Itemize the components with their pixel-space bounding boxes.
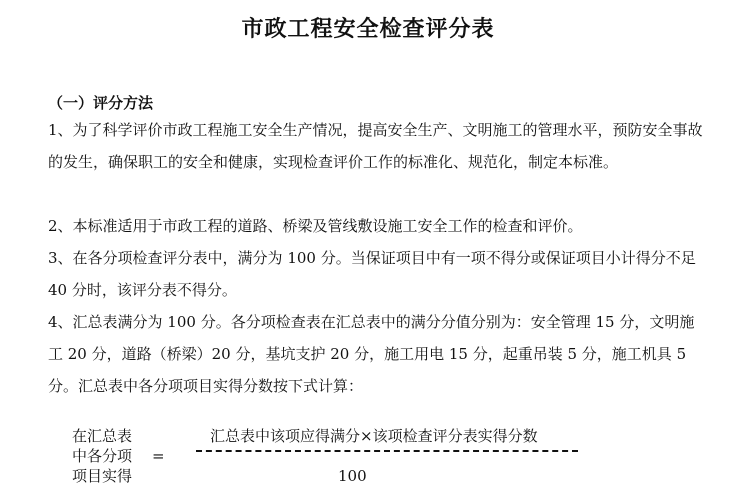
paragraph-1: 1、为了科学评价市政工程施工安全生产情况，提高安全生产、文明施工的管理水平，预防安全事故的发生，确保职工的安全和健康，实现检查评价工作的标准化、规范化，制定本标准。 bbox=[48, 121, 703, 171]
fraction-bar bbox=[196, 450, 578, 452]
formula-left-line-2: 中各分项 bbox=[72, 447, 133, 465]
paragraph-3: 3、在各分项检查评分表中，满分为 100 分。当保证项目中有一项不得分或保证项目小计得分不足 40 分时，该评分表不得分。 bbox=[48, 249, 696, 299]
formula-left-line-3: 项目实得 bbox=[72, 467, 133, 485]
document-title: 市政工程安全检查评分表 bbox=[241, 16, 495, 42]
section-heading: （一）评分方法 bbox=[48, 94, 154, 112]
formula-left-line-1: 在汇总表 bbox=[72, 427, 133, 445]
formula-left-label bbox=[72, 426, 132, 486]
formula-numerator: 汇总表中该项应得满分×该项检查评分表实得分数 bbox=[210, 427, 538, 445]
formula-denominator: 100 bbox=[338, 467, 367, 485]
paragraph-2: 2、本标准适用于市政工程的道路、桥梁及管线敷设施工安全工作的检查和评价。 bbox=[48, 217, 583, 235]
formula-equals-sign: = bbox=[152, 447, 165, 465]
paragraph-4: 4、汇总表满分为 100 分。各分项检查表在汇总表中的满分分值分别为：安全管理 15 分，文明施工 20 分，道路（桥梁）20 分，基坑支护 20 分，施工用电 15 分，起重吊装 5 分，施工机具 5 分。汇总表中各分项项目实得分数按下式计算： bbox=[48, 313, 695, 395]
